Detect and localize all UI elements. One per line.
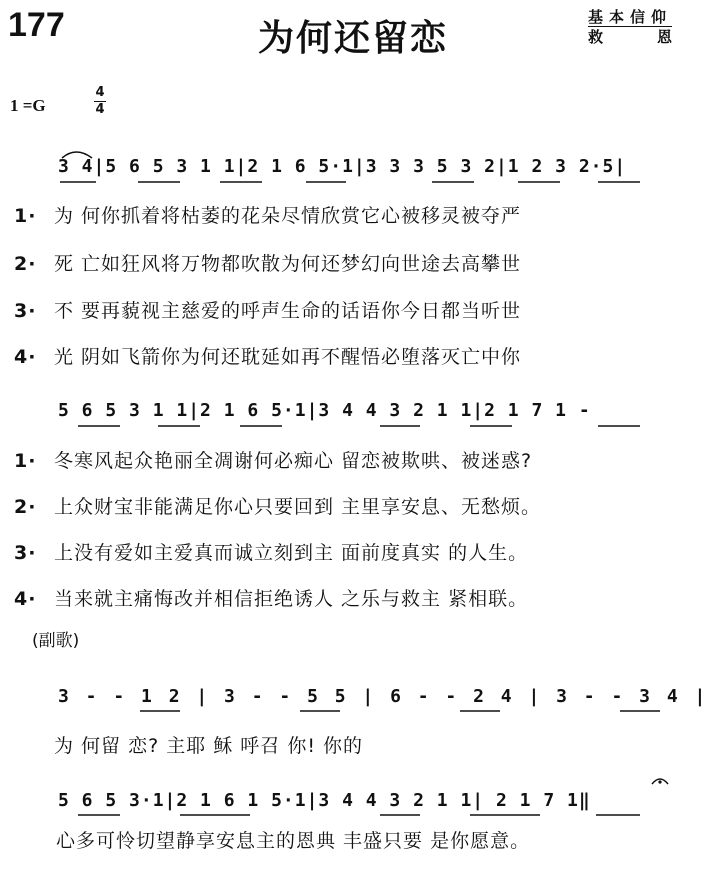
time-bottom: 4 [95,102,105,117]
chorus-notes-2: 5 6 5 3·1|2 1 6 1 5·1|3 4 4 3 2 1 1| 2 1 7 1‖ [58,790,591,811]
verse-text: 上众财宝非能满足你心只要回到 主里享安息、无愁烦。 [54,496,542,518]
verse-text: 当来就主痛悔改并相信拒绝诱人 之乐与救主 紧相联。 [54,588,529,610]
system1-notes: 3 4|5 6 5 3 1 1|2 1 6 5·1|3 3 3 5 3 2|1 2 3 2·5| [58,156,627,177]
verse-number: 2· [14,253,37,275]
chorus-notes-1: 3 - - 1 2 | 3 - - 5 5 | 6 - - 2 4 | 3 - - 3 4 | [58,686,709,707]
hymn-category: 基本信仰 [588,8,673,26]
verse-number: 4· [14,346,37,368]
verse-number: 3· [14,300,37,322]
hymn-number: 177 [8,6,65,44]
verse-text: 为 何你抓着将枯萎的花朵尽情欣赏它心被移灵被夺严 [54,205,522,227]
time-top: 4 [95,85,105,100]
chorus-lyrics-1: 为 何留 恋? 主耶 稣 呼召 你! 你的 [54,735,363,757]
verse-text: 死 亡如狂风将万物都吹散为何还梦幻向世途去高攀世 [54,253,522,275]
verse-number: 1· [14,450,37,472]
slur-mark [62,152,92,158]
verse-number: 2· [14,496,37,518]
key-signature: 1 =G [10,96,46,115]
hymn-title: 为何还留恋 [258,18,449,59]
verse-text: 冬寒风起众艳丽全凋谢何必痴心 留恋被欺哄、被迷惑? [54,450,533,472]
fermata-dot [658,780,661,783]
verse-number: 3· [14,542,37,564]
verse-text: 上没有爱如主爱真而诚立刻到主 面前度真实 的人生。 [54,542,529,564]
verse-number: 4· [14,588,37,610]
system2-notes: 5 6 5 3 1 1|2 1 6 5·1|3 4 4 3 2 1 1|2 1 7 1 - [58,400,591,421]
verse-text: 不 要再藐视主慈爱的呼声生命的话语你今日都当听世 [54,300,522,322]
verse-number: 1· [14,205,37,227]
hymn-subcategory: 救恩 [588,28,726,46]
chorus-label: (副歌) [32,631,80,651]
chorus-lyrics-2: 心多可怜切望静享安息主的恩典 丰盛只要 是你愿意。 [56,830,531,852]
verse-text: 光 阴如飞箭你为何还耽延如再不醒悟必堕落灭亡中你 [54,346,522,368]
